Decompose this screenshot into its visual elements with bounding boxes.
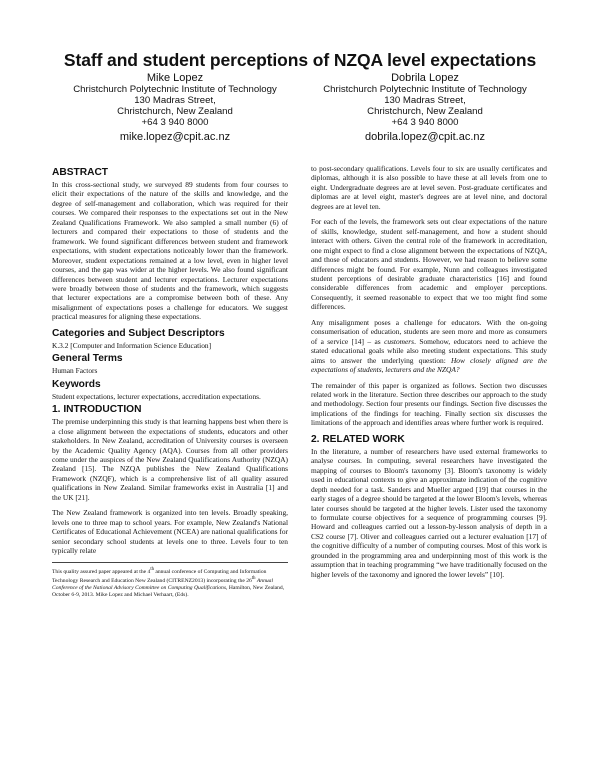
keywords-heading: Keywords — [52, 378, 101, 390]
introduction-paragraph-2: The New Zealand framework is organized into ten levels. Broadly speaking, levels one to three map to school years. For example, New Zealand's National Certificates of Educational Achievement (NCEA) are national qualifications for senior secondary school students at levels one to three. Levels four to ten typically relate — [52, 508, 289, 556]
abstract-heading: ABSTRACT — [52, 167, 109, 178]
abstract-text: In this cross-sectional study, we surveyed 89 students from four courses to elicit their expectations of the nature of the skills and knowledge, and the degree of self-management and collaboration, which was required for their courses. We compared their responses to the expectations set out in the New Zealand Qualifications Framework. We also sampled a small number (6) of lecturers and compared their expectations to those of students and the framework. We found significant differences between student and framework expectations, with student expectations noticeably lower than the framework. Moreover, student expectations remained at a low level, even in higher level courses, and the gap was wider at the higher levels. We also found significant differences between student and lecturer expectations. Lecturer expectations were broadly between those of students and the framework, which suggests that lecturer expectations are a compromise between both of these. Any misalignment of expectations poses a challenge for educators. We suggest practical measures for aligning these expectations. — [52, 180, 288, 322]
author-name: Mike Lopez — [146, 72, 204, 84]
keywords-text: Student expectations, lecturer expectations, accreditation expectations. — [52, 391, 261, 401]
categories-heading: Categories and Subject Descriptors — [52, 327, 225, 339]
author-email: mike.lopez@cpit.ac.nz — [119, 131, 231, 143]
author-block-1 — [50, 72, 300, 144]
author-block-2 — [300, 72, 550, 144]
footnote-text: This quality assured paper appeared at the 4 — [52, 568, 151, 575]
paragraph-text: . Somehow, educators need to achieve the stated educational goals while also meeting student expectations. This study aims to answer the underlying question: — [311, 336, 547, 365]
paper-title: Staff and student perceptions of NZQA level expectations — [63, 50, 537, 70]
author-affiliation: Christchurch Polytechnic Institute of Technology — [73, 84, 277, 95]
author-address-street: 130 Madras Street, — [134, 95, 216, 106]
introduction-paragraph-4: For each of the levels, the framework sets out clear expectations of the nature of skills, knowledge, student self-management, and how a student should interact with others. Given the central role of the framework in accreditation, one might expect to find a close alignment between the expectations of NZQA, and those of educators and students. However, we had reason to believe some differences might be found. For example, Nunn and colleagues investigated student perceptions of desirable graduate characteristics [16] and found considerable differences from academic and employer perceptions. Consequently, it seemed reasonable to expect that we too might find some differences. — [311, 217, 547, 312]
research-question: How closely aligned are the expectations of students, lecturers and the NZQA? — [311, 355, 547, 375]
introduction-paragraph-3: to post-secondary qualifications. Levels four to six are usually certificates and diplomas, although it is also possible to have these at all levels from one to eight. Undergraduate degrees are at level seven. Post-graduate certificates and diplomas are at level eight, master's degrees are at level nine, and doctoral degrees are at level ten. — [311, 164, 547, 211]
paragraph-text: Any misalignment poses a challenge for educators. With the on-going consumerisation of education, students are seen more and more as consumers of a service [14] – as — [311, 317, 547, 346]
footnote-text: annual conference of Computing and Information Technology Research and Education New Zealand (CITRENZ2013) incorporating the 26 — [52, 568, 267, 585]
general-terms-heading: General Terms — [52, 353, 123, 365]
footnote-conference-name: Annual Conference of the National Advisory Committee on Computing Qualifications — [52, 578, 274, 592]
introduction-paragraph-6: The remainder of this paper is organized as follows. Section two discusses related work in the literature. Section three describes our approach to the study and methodology. Section four presents our findings. Section five discusses the implications of the findings for teaching. Finally section six discusses the limitations of the approach and identifies areas where further work is required. — [311, 380, 547, 428]
author-email: dobrila.lopez@cpit.ac.nz — [364, 131, 485, 143]
author-address-city: Christchurch, New Zealand — [117, 106, 233, 117]
related-work-heading: 2. RELATED WORK — [311, 433, 405, 445]
related-work-paragraph-1: In the literature, a number of researchers have used external frameworks to analyse courses. In computing, several researchers have investigated the mapping of courses to Bloom's taxonomy [3]. Bloom's taxonomy is widely used in educational contexts to give an approximate indication of the cognitive depth needed for a task. Sanders and Mueller argued [19] that courses in the early stages of a degree should be targeted at the lower Bloom's levels, whereas later courses should be targeted at the higher levels. Lister used the taxonomy to formulate course objectives for a sequence of programming courses [9]. Howard and colleagues carried out a lesson-by-lesson analysis of depth in a CS2 course [7]. Oliver and colleagues carried out a lecturer evaluation [17] of the cognitive difficulty of a number of computing courses. Most of this work is grounded in the programming area and underpinning most of this work is the assumption that in teaching programming “we have traditionally focused on the higher levels of the taxonomy and ignored the lower levels” [10]. — [311, 446, 547, 579]
author-phone: +64 3 940 8000 — [391, 117, 459, 128]
copyright-footnote — [52, 562, 288, 600]
author-address-city: Christchurch, New Zealand — [367, 106, 483, 117]
footnote-superscript: th — [251, 576, 256, 582]
introduction-paragraph-5 — [311, 318, 547, 375]
footnote-text: , Hamilton, New Zealand, October 6-9, 2013. Mike Lopez and Michael Verhaart, (Eds). — [52, 585, 285, 599]
emphasis-text: customers — [384, 336, 415, 346]
author-name: Dobrila Lopez — [391, 72, 459, 84]
right-column — [311, 164, 547, 585]
author-address-street: 130 Madras Street, — [384, 95, 466, 106]
introduction-paragraph-1: The premise underpinning this study is that learning happens best when there is a close alignment between the expectations of students, educators and other stakeholders. In New Zealand, accreditation of University courses is overseen by the Academic Quality Agency (AQA). Courses from all other providers come under the auspices of the New Zealand Qualifications Authority (NZQA) Zealand [15]. The NZQA publishes the New Zealand Qualifications Framework (NZQF), which is a comprehensive list of all quality assured qualifications in New Zealand. Similar frameworks exist in Australia [1] and the UK [21]. — [52, 417, 288, 502]
author-phone: +64 3 940 8000 — [141, 117, 209, 128]
categories-text: K.3.2 [Computer and Information Science Education] — [52, 340, 212, 350]
footnote-superscript: th — [150, 566, 154, 572]
left-column — [52, 164, 288, 599]
author-affiliation: Christchurch Polytechnic Institute of Technology — [323, 84, 527, 95]
introduction-heading: 1. INTRODUCTION — [52, 404, 142, 416]
general-terms-text: Human Factors — [52, 366, 98, 376]
